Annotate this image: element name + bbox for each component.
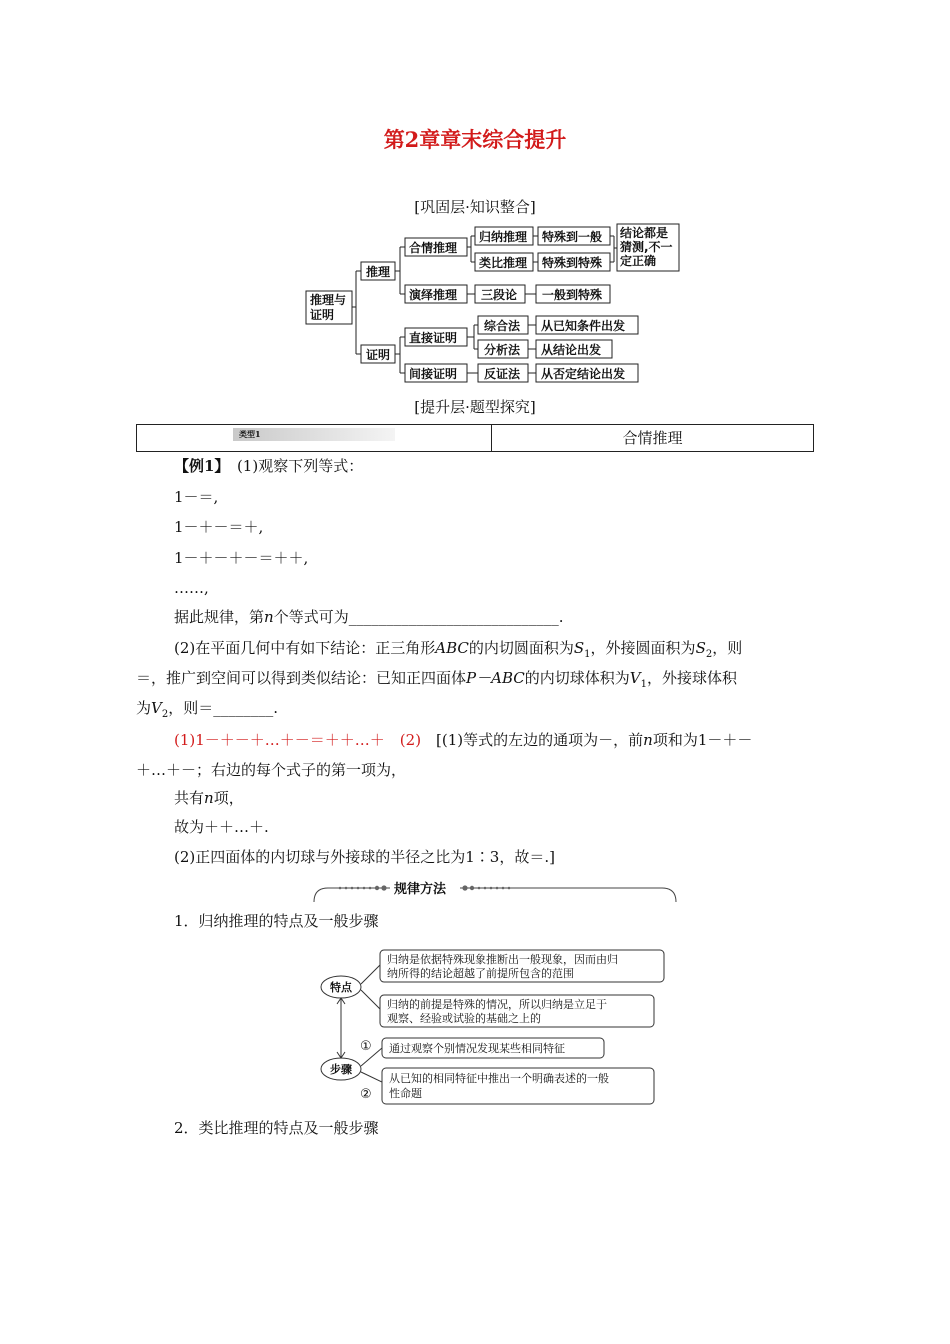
induction-diagram <box>316 944 672 1110</box>
answer-line-5: (2)正四面体的内切球与外接球的半径之比为1∶3，故＝.] <box>174 848 555 866</box>
type-label: 合情推理 <box>622 429 683 447</box>
mm-conclusion-line1: 结论都是 <box>620 226 669 240</box>
answer-line-4: 故为＋＋…＋. <box>174 818 269 836</box>
mm-yanyi-desc: 一般到特殊 <box>542 288 603 302</box>
mm-zonghe: 综合法 <box>484 319 521 333</box>
mm-yanyi: 演绎推理 <box>409 288 458 302</box>
mm-fanzheng-desc: 从否定结论出发 <box>541 367 626 381</box>
answer-red: (1)1－＋－＋…＋－＝＋＋…＋ (2) <box>174 731 422 749</box>
example-head: 【例1】 <box>174 457 222 475</box>
step-2-line2: 性命题 <box>389 1087 422 1100</box>
mm-leibi-desc: 特殊到特殊 <box>542 256 603 270</box>
method-1-title: 1．归纳推理的特点及一般步骤 <box>174 912 379 930</box>
q2-line-3: 为$V_2$，则＝________. <box>136 699 279 720</box>
mm-guina-desc: 特殊到一般 <box>542 230 603 244</box>
equation-dots: ……, <box>174 579 209 597</box>
method-banner <box>310 878 680 904</box>
q2-line-2: ＝，推广到空间可以得到类似结论：已知正四面体P－ABC的内切球体积为$V_1$，外接球体积 <box>136 669 737 690</box>
mm-branch-reasoning: 推理 <box>366 265 391 279</box>
step-1: 通过观察个别情况发现某些相同特征 <box>389 1042 565 1055</box>
method-banner-label: 规律方法 <box>394 882 447 897</box>
mm-conclusion-line3: 定正确 <box>620 254 657 268</box>
equation-1: 1－＝, <box>174 488 219 506</box>
feature-1-line2: 纳所得的结论超越了前提所包含的范围 <box>387 967 574 980</box>
mm-sanduanlun: 三段论 <box>481 288 518 302</box>
section-consolidation: [巩固层·知识整合] <box>414 198 536 216</box>
example-question-1 <box>174 456 363 476</box>
mm-zhijie: 直接证明 <box>409 331 458 345</box>
feature-1-line1: 归纳是依据特殊现象推断出一般现象，因而由归 <box>387 953 618 966</box>
q1-prompt: 据此规律，第n个等式可为____________________________. <box>174 608 564 626</box>
feature-2-line1: 归纳的前提是特殊的情况，所以归纳是立足于 <box>387 998 607 1011</box>
q2-line-1: (2)在平面几何中有如下结论：正三角形ABC的内切圆面积为$S_1$，外接圆面积为$S_2$，则 <box>174 639 743 660</box>
tedian-label: 特点 <box>330 981 352 994</box>
mm-root-line1: 推理与 <box>310 293 347 307</box>
mm-heqing: 合情推理 <box>409 241 458 255</box>
mm-guina: 归纳推理 <box>479 230 528 244</box>
answer-line-1: (1)1－＋－＋…＋－＝＋＋…＋ (2) [(1)等式的左边的通项为－，前n项和为1－＋－ <box>174 731 753 749</box>
buzhou-label: 步骤 <box>330 1063 352 1076</box>
example-q1: (1)观察下列等式： <box>236 457 364 475</box>
mm-root-line2: 证明 <box>310 308 335 322</box>
mm-fanzheng: 反证法 <box>484 367 521 381</box>
mm-jianjie: 间接证明 <box>409 367 458 381</box>
mm-zonghe-desc: 从已知条件出发 <box>541 319 626 333</box>
mm-fenxi: 分析法 <box>484 343 521 357</box>
step-number-2: ② <box>360 1087 372 1102</box>
section-improvement: [提升层·题型探究] <box>414 398 536 416</box>
type-tag-cell <box>137 425 492 451</box>
mm-fenxi-desc: 从结论出发 <box>541 343 602 357</box>
type-tag: 类型1 <box>233 428 395 441</box>
knowledge-mindmap <box>300 218 690 388</box>
method-2-title: 2．类比推理的特点及一般步骤 <box>174 1119 379 1137</box>
step-2-line1: 从已知的相同特征中推出一个明确表述的一般 <box>389 1072 609 1085</box>
answer-line-2: ＋…＋－；右边的每个式子的第一项为， <box>136 761 407 779</box>
feature-2-line2: 观察、经验或试验的基础之上的 <box>387 1012 541 1025</box>
answer-line-3: 共有n项， <box>174 789 244 807</box>
mm-leibi: 类比推理 <box>479 256 528 270</box>
equation-2: 1－＋－＝＋, <box>174 518 264 536</box>
page-title: 第2章章末综合提升 <box>383 127 567 152</box>
mm-conclusion-line2: 猜测,不一 <box>620 240 673 254</box>
step-number-1: ① <box>360 1039 372 1054</box>
equation-3: 1－＋－＋－＝＋＋, <box>174 549 309 567</box>
type-table <box>136 424 814 452</box>
mm-branch-proof: 证明 <box>366 348 391 362</box>
